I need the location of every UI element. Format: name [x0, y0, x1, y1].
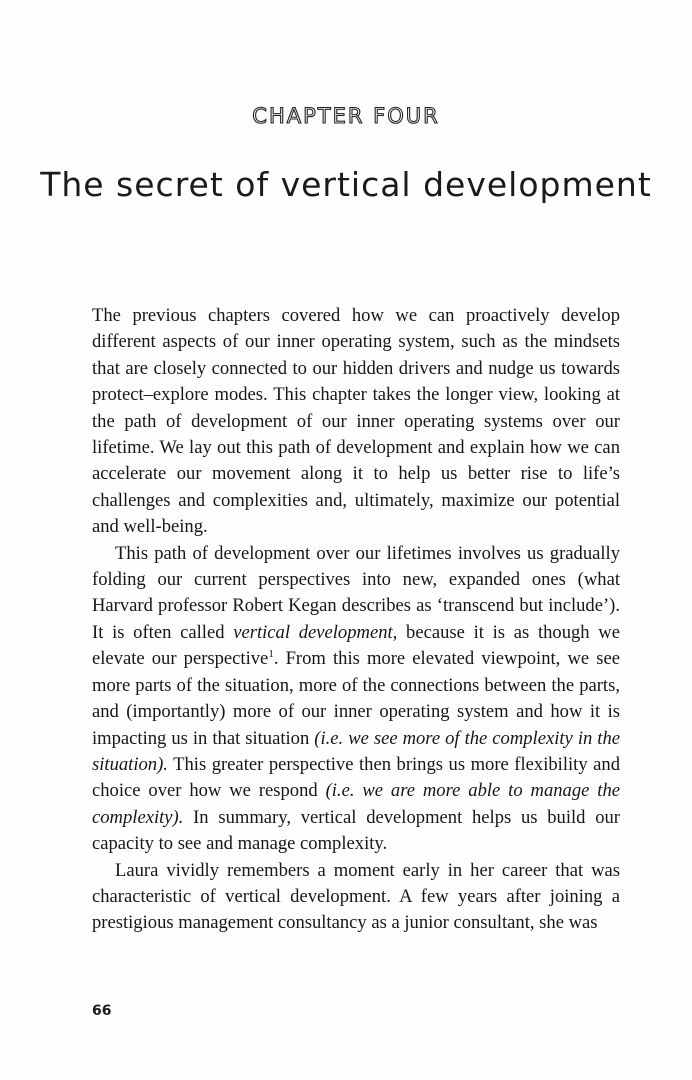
text-segment: In summary, vertical development helps us build our capacity to see and manage complexity. [92, 806, 620, 855]
text-segment: because it is as though we elevate our perspective [92, 621, 620, 670]
chapter-number-label: CHAPTER FOUR [252, 104, 440, 128]
text-segment: . From this more elevated viewpoint, we see more parts of the situation, more of the connections between the parts, and (importantly) more of our inner operating system and how it is impacting us in that situation [92, 648, 620, 749]
chapter-title: The secret of vertical development [40, 165, 652, 204]
page-number: 66 [92, 1003, 112, 1019]
paragraph-3 [92, 858, 620, 937]
text-segment: The previous chapters covered how we can proactively develop different aspects of our inner operating system, such as the mindsets that are closely connected to our hidden drivers and nudge us towards protect–explore modes. This chapter takes the longer view, looking at the path of development of our inner operating systems over our lifetime. We lay out this path of development and explain how we can accelerate our movement along it to help us better rise to life’s challenges and complexities and, ultimately, maximize our potential and well-being. [92, 305, 620, 538]
italic-text: (i.e. we are more able to manage the complexity). [92, 780, 621, 828]
text-segment: This greater perspective then brings us more flexibility and choice over how we respond [92, 753, 620, 802]
text-segment: Laura vividly remembers a moment early in her career that was characteristic of vertical development. A few years after joining a prestigious management consultancy as a junior consultant, she was [92, 859, 620, 934]
italic-text: vertical development, [233, 621, 398, 643]
footnote-marker: 1 [268, 648, 274, 661]
text-segment: This path of development over our lifetimes involves us gradually folding our current perspectives into new, expanded ones (what Harvard professor Robert Kegan describes as ‘transcend but include’). It is often called [92, 542, 620, 643]
paragraph-1 [92, 303, 620, 541]
italic-text: (i.e. we see more of the complexity in the situation). [92, 727, 620, 775]
body-text [92, 303, 620, 937]
paragraph-2 [92, 541, 620, 858]
